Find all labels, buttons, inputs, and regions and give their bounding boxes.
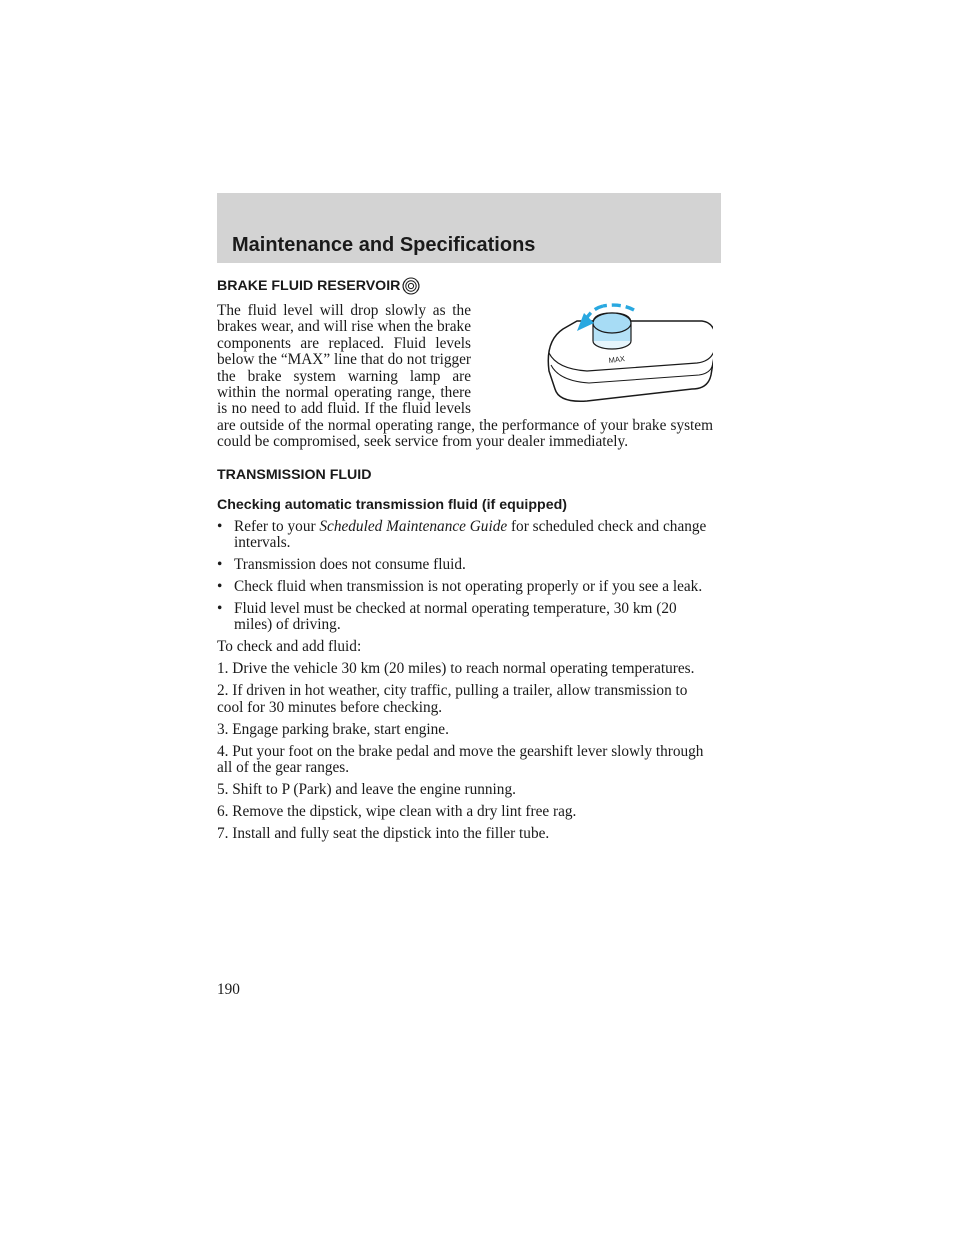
- brake-reservoir-figure: [481, 303, 713, 413]
- list-item: • Transmission does not consume fluid.: [217, 556, 466, 574]
- transmission-fluid-heading: TRANSMISSION FLUID: [217, 466, 372, 483]
- max-label: MAX: [608, 354, 626, 365]
- maintenance-guide-title: Scheduled Maintenance Guide: [319, 517, 508, 535]
- brake-fluid-heading-row: [217, 276, 713, 296]
- transmission-check-subheading: Checking automatic transmission fluid (if equipped): [217, 496, 567, 513]
- list-item: • Refer to your Scheduled Maintenance Guide for scheduled check and change intervals.: [217, 517, 707, 552]
- step-item: 2. If driven in hot weather, city traffic, pulling a trailer, allow transmission to cool for 30 minutes before checking.: [217, 682, 688, 716]
- steps-intro: To check and add fluid:: [217, 638, 362, 656]
- bullet-icon: •: [217, 517, 223, 535]
- step-item: 3. Engage parking brake, start engine.: [217, 720, 449, 738]
- bullet-icon: •: [217, 556, 223, 574]
- brake-fluid-icon: [402, 277, 420, 295]
- step-item: 7. Install and fully seat the dipstick into the filler tube.: [217, 825, 550, 843]
- section-header-band: [217, 193, 721, 263]
- transmission-steps: [217, 639, 713, 842]
- step-item: 5. Shift to P (Park) and leave the engine running.: [217, 781, 516, 799]
- step-item: 1. Drive the vehicle 30 km (20 miles) to reach normal operating temperatures.: [217, 660, 695, 678]
- bullet-icon: •: [217, 578, 223, 596]
- list-item: • Fluid level must be checked at normal operating temperature, 30 km (20 miles) of driving.: [217, 600, 677, 634]
- section-title: Maintenance and Specifications: [232, 234, 536, 256]
- brake-fluid-block: [217, 303, 713, 451]
- brake-fluid-heading: BRAKE FLUID RESERVOIR: [217, 278, 401, 294]
- bullet-icon: •: [217, 600, 223, 618]
- brake-fluid-paragraph: The fluid level will drop slowly as the brakes wear, and will rise when the brake components are replaced. Fluid levels below the “MAX” line that do not trigger the brake system warning lamp are within the normal operating range, there is no need to add fluid. If the fluid levels are outside of the normal operating range, the performance of your brake system could be compromised, seek service from your dealer immediately.: [217, 302, 713, 451]
- step-item: 4. Put your foot on the brake pedal and move the gearshift lever slowly through all of the gear ranges.: [217, 742, 704, 777]
- list-item: • Check fluid when transmission is not operating properly or if you see a leak.: [217, 578, 703, 596]
- page-number: 190: [217, 981, 240, 998]
- transmission-bullet-list: [217, 519, 713, 634]
- step-item: 6. Remove the dipstick, wipe clean with a dry lint free rag.: [217, 803, 577, 821]
- page-content: [217, 276, 713, 848]
